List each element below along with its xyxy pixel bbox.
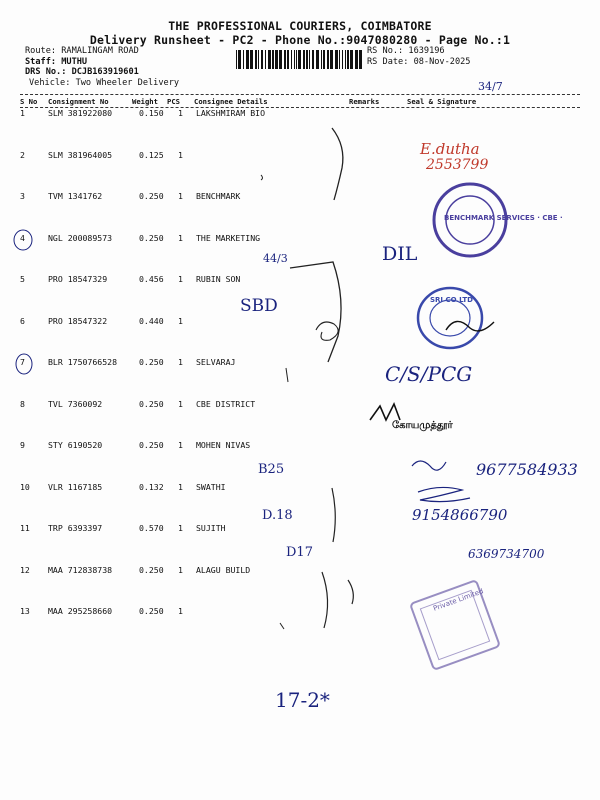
- company-title: THE PROFESSIONAL COURIERS, COIMBATORE: [168, 19, 432, 33]
- row-sno: 13: [20, 606, 30, 616]
- col-remarks: Remarks: [349, 97, 380, 106]
- row-sno: 6: [20, 315, 25, 326]
- bracket-stroke-2: [290, 262, 341, 362]
- row-consignment: NGL 200089573: [48, 232, 113, 243]
- bracket-stroke-3: [332, 488, 335, 542]
- drs-number: DRS No.: DCJB163919601: [25, 67, 139, 78]
- row-consignment: TVL 7360092: [48, 398, 103, 409]
- row2-phone: 2553799: [426, 157, 489, 173]
- row-weight: 0.250: [139, 564, 164, 575]
- row-consignee: RUBIN SON: [196, 274, 241, 284]
- row-pcs: 1: [178, 149, 183, 160]
- total-count: 17-2*: [275, 688, 330, 712]
- row11-code: D17: [286, 545, 313, 560]
- row-consignee: SWATHI: [196, 481, 226, 492]
- rs-number: RS No.: 1639196: [367, 46, 445, 56]
- row-sno: 8: [20, 398, 25, 409]
- row-weight: 0.132: [139, 481, 164, 492]
- row-consignee: MOHEN NIVAS: [196, 440, 251, 450]
- row8-signature: [370, 404, 400, 420]
- row-sno: 10: [20, 481, 30, 492]
- route-label: Route: RAMALINGAM ROAD: [25, 46, 139, 56]
- row-sno: 5: [20, 274, 25, 284]
- cbe-district-stamp: கோயமுத்தூர்: [392, 420, 453, 431]
- row-weight: 0.250: [139, 398, 164, 409]
- row-consignment: PRO 18547322: [48, 315, 108, 326]
- row-pcs: 1: [178, 398, 183, 409]
- row-consignment: TRP 6393397: [48, 523, 103, 533]
- row9-signature: [412, 461, 446, 470]
- row-consignment: TVM 1341762: [48, 191, 103, 201]
- row-consignment: MAA 295258660: [48, 606, 113, 616]
- row-pcs: 1: [178, 357, 183, 367]
- bracket-stroke-4: [322, 572, 328, 628]
- row-consignee: LAKSHMIRAM BIO: [196, 108, 266, 118]
- row-consignment: SLM 381922080: [48, 108, 113, 118]
- row-pcs: 1: [178, 315, 183, 326]
- col-seal: Seal & Signature: [407, 97, 477, 106]
- row-weight: 0.250: [139, 357, 164, 367]
- row-consignee: SELVARAJ: [196, 357, 236, 367]
- row9-code: B25: [258, 462, 285, 477]
- row-consignee: THE MARKETING: [196, 232, 261, 243]
- row-weight: 0.456: [139, 274, 164, 284]
- row9-phone: 9677584933: [476, 460, 578, 479]
- row-pcs: 1: [178, 481, 183, 492]
- rubin-signature: [446, 321, 494, 330]
- row-sno: 3: [20, 191, 25, 201]
- top-mark: 34/7: [478, 80, 503, 93]
- col-weight: Weight: [132, 97, 158, 106]
- row11-phone: 6369734700: [468, 547, 545, 561]
- row-pcs: 1: [178, 274, 183, 284]
- row-pcs: 1: [178, 191, 183, 201]
- row-pcs: 1: [178, 440, 183, 450]
- row6-curl: [316, 322, 338, 340]
- row10-phone: 9154866790: [412, 506, 508, 524]
- col-pcs: PCS: [167, 97, 180, 106]
- row-weight: 0.250: [139, 606, 164, 616]
- row-sno: 4: [20, 232, 25, 243]
- row2-signature-text: E.dutha: [420, 140, 480, 158]
- tick-mark: [348, 580, 353, 604]
- row-pcs: 1: [178, 523, 183, 533]
- row10-code: D.18: [262, 508, 293, 523]
- row-weight: 0.250: [139, 440, 164, 450]
- rubin-stamp-text: SRI CO.LTD: [430, 296, 473, 304]
- row4-dl: DIL: [382, 243, 418, 265]
- rs-date: RS Date: 08-Nov-2025: [367, 56, 471, 67]
- col-sno: S No: [20, 97, 38, 106]
- row-consignee: BENCHMARK: [196, 191, 241, 201]
- row-weight: 0.440: [139, 315, 164, 326]
- row-weight: 0.150: [139, 108, 164, 118]
- vehicle-label: Vehicle: Two Wheeler Delivery: [29, 77, 180, 88]
- circle-mark-7: [16, 354, 32, 374]
- row-pcs: 1: [178, 564, 183, 575]
- row-sno: 7: [20, 357, 25, 367]
- alagu-stamp: [410, 580, 500, 670]
- staff-label: Staff: MUTHU: [25, 56, 88, 67]
- row-pcs: 1: [178, 232, 183, 243]
- row-consignee: ALAGU BUILD: [196, 564, 251, 575]
- row-weight: 0.250: [139, 191, 164, 201]
- bracket-stroke-1: [332, 128, 343, 200]
- runsheet-subtitle: Delivery Runsheet - PC2 - Phone No.:9047080280 - Page No.:1: [89, 33, 511, 47]
- row-consignment: STY 6190520: [48, 440, 103, 450]
- row-weight: 0.250: [139, 232, 164, 243]
- row-weight: 0.570: [139, 523, 164, 533]
- col-consignment: Consignment No: [48, 97, 109, 106]
- row-pcs: 1: [178, 108, 183, 118]
- row-pcs: 1: [178, 606, 183, 616]
- circle-mark-4: [14, 230, 32, 250]
- row-consignment: MAA 712838738: [48, 564, 113, 575]
- alagu-stamp-text: Private Limited: [432, 587, 485, 613]
- row7-cs: C/S/PCG: [385, 362, 473, 386]
- row-sno: 9: [20, 440, 25, 450]
- row5-sbd: SBD: [240, 296, 278, 316]
- row-weight: 0.125: [139, 149, 164, 160]
- col-consignee: Consignee Details: [194, 97, 268, 106]
- row-consignment: VLR 1167185: [48, 481, 103, 492]
- row10-signature: [418, 487, 470, 501]
- row-consignee: SUJITH: [196, 523, 226, 533]
- row-sno: 12: [20, 564, 30, 575]
- row-consignment: SLM 381964005: [48, 149, 113, 160]
- row-consignment: BLR 1750766528: [48, 357, 118, 367]
- row-sno: 11: [20, 523, 30, 533]
- row-consignee: CBE DISTRICT: [196, 398, 256, 409]
- row-sno: 1: [20, 108, 25, 118]
- row-consignment: PRO 18547329: [48, 274, 108, 284]
- row-sno: 2: [20, 149, 25, 160]
- row4-note: 44/3: [263, 252, 288, 265]
- benchmark-stamp-text: BENCHMARK SERVICES · CBE ·: [444, 214, 563, 222]
